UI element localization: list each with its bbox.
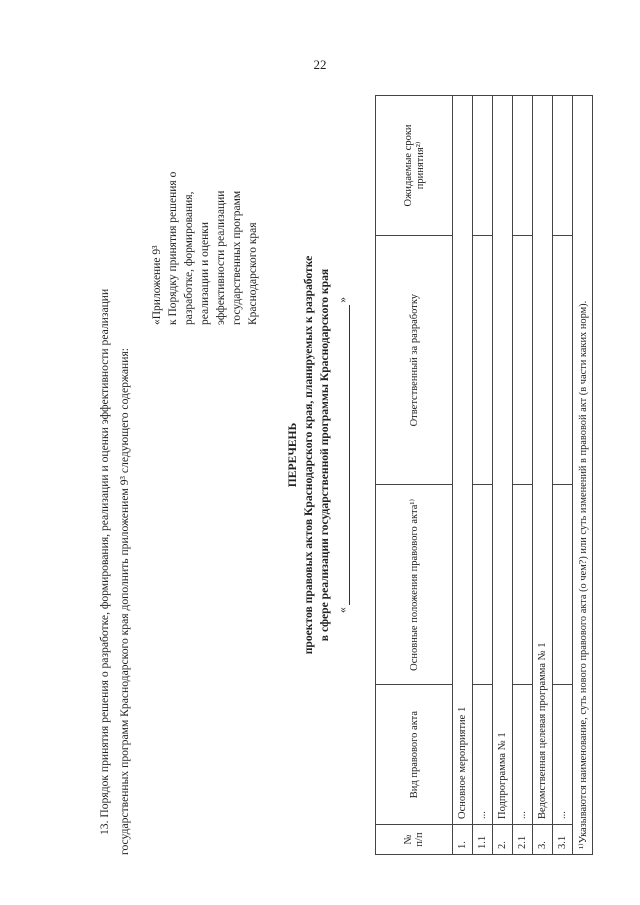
row-cell [553, 235, 573, 485]
intro-line-1: 13. Порядок принятия решения о разработке, формирования, реализации и оценки эффективности реализации [98, 288, 111, 835]
table-row [473, 96, 493, 855]
row-text: Подпрограмма № 1 [493, 96, 513, 825]
header-number: № п/п [376, 825, 453, 855]
row-cell [473, 235, 493, 485]
table-row [493, 96, 513, 855]
header-main-provisions: Основные положения правового акта¹⁾ [376, 485, 453, 685]
row-text: ... [553, 685, 573, 825]
appendix-line: государственных программ [231, 190, 243, 325]
table-row [453, 96, 473, 855]
header-act-type: Вид правового акта [376, 685, 453, 825]
table-header-row [376, 96, 453, 855]
row-text: Ведомственная целевая программа № 1 [533, 96, 553, 825]
title-heading: ПЕРЕЧЕНЬ [286, 422, 299, 488]
intro-line-2: государственных программ Краснодарского края дополнить приложением 9³ следующего содержания: [118, 347, 131, 855]
document-title [285, 55, 355, 855]
title-line-1: проектов правовых актов Краснодарского края, планируемых к разработке [302, 255, 315, 655]
footnote: ¹⁾Указываются наименование, суть нового правового акта (о чем?) или суть изменений в правовой акт (в части каких норм). [573, 96, 593, 855]
intro-paragraph [95, 75, 135, 855]
header-deadline: Ожидаемые сроки принятия²⁾ [376, 96, 453, 236]
appendix-block [149, 105, 261, 325]
appendix-line: Краснодарского края [247, 222, 259, 325]
quote-close: » [336, 297, 349, 303]
appendix-line: к Порядку принятия решения о [167, 171, 179, 325]
row-number: 1. [453, 825, 473, 855]
row-number: 3. [533, 825, 553, 855]
row-text: ... [473, 685, 493, 825]
row-cell [553, 485, 573, 685]
title-line-2: в сфере реализации государственной программы Краснодарского края [318, 268, 331, 642]
footnote-row [573, 96, 593, 855]
row-cell [513, 96, 533, 236]
row-number: 2. [493, 825, 513, 855]
row-cell [513, 485, 533, 685]
row-cell [473, 96, 493, 236]
appendix-line: разработке, формирования, [183, 191, 195, 325]
appendix-line: эффективности реализации [215, 190, 227, 325]
row-number: 1.1 [473, 825, 493, 855]
page-number: 22 [313, 57, 327, 72]
row-number: 2.1 [513, 825, 533, 855]
row-text: ... [513, 685, 533, 825]
row-number: 3.1 [553, 825, 573, 855]
quote-open: « [336, 607, 349, 613]
table-row [513, 96, 533, 855]
row-cell [473, 485, 493, 685]
header-responsible: Ответственный за разработку [376, 235, 453, 485]
rotated-document-sheet [95, 55, 640, 855]
program-name-blank [335, 297, 350, 613]
row-cell [513, 235, 533, 485]
row-text: Основное мероприятие 1 [453, 96, 473, 825]
appendix-line: реализации и оценки [199, 221, 211, 325]
table-row [533, 96, 553, 855]
row-cell [553, 96, 573, 236]
legal-acts-table [375, 95, 593, 855]
appendix-line: «Приложение 9³ [151, 245, 163, 325]
table-row [553, 96, 573, 855]
